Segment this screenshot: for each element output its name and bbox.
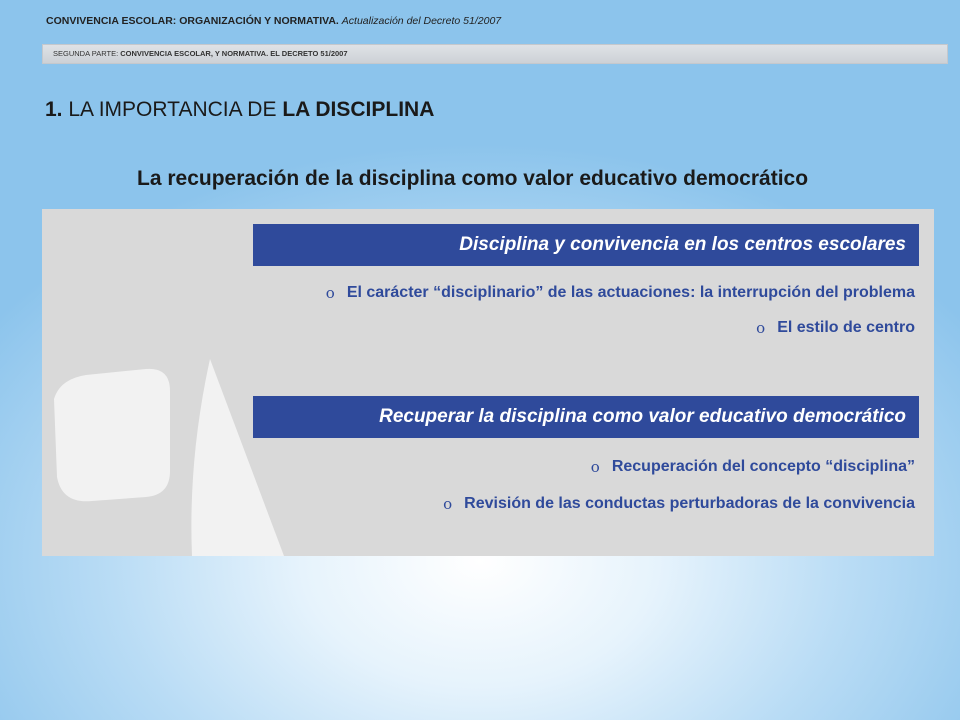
section-heading bbox=[45, 98, 434, 122]
bullet-circle-icon: o bbox=[590, 458, 600, 476]
bullet-circle-icon: o bbox=[443, 495, 453, 513]
section-bar bbox=[42, 44, 948, 64]
bullet-text: Revisión de las conductas perturbadoras de la convivencia bbox=[464, 495, 915, 512]
bullet-text: El estilo de centro bbox=[777, 319, 915, 336]
bullet-item bbox=[591, 458, 915, 476]
slide-subtitle: La recuperación de la disciplina como valor educativo democrático bbox=[137, 167, 809, 190]
section-bar-title: CONVIVENCIA ESCOLAR, Y NORMATIVA. EL DECRETO 51/2007 bbox=[120, 49, 348, 58]
section-title-regular: LA IMPORTANCIA DE bbox=[68, 98, 277, 121]
section-number: 1. bbox=[45, 98, 63, 121]
block-heading-discipline-coexistence: Disciplina y convivencia en los centros escolares bbox=[253, 224, 919, 266]
bullet-circle-icon: o bbox=[756, 319, 766, 337]
section-title-bold: LA DISCIPLINA bbox=[282, 98, 435, 121]
bullet-item bbox=[443, 495, 915, 513]
bullet-circle-icon: o bbox=[325, 284, 335, 302]
bullet-text: Recuperación del concepto “disciplina” bbox=[611, 458, 915, 475]
header-title: CONVIVENCIA ESCOLAR: ORGANIZACIÓN Y NORMATIVA. bbox=[46, 15, 339, 27]
header-subtitle: Actualización del Decreto 51/2007 bbox=[341, 15, 502, 27]
block-heading-recover-discipline: Recuperar la disciplina como valor educativo democrático bbox=[253, 396, 919, 438]
document-header bbox=[46, 15, 501, 27]
bullet-item bbox=[326, 284, 915, 302]
bullet-text: El carácter “disciplinario” de las actuaciones: la interrupción del problema bbox=[346, 284, 915, 301]
section-bar-prefix: SEGUNDA PARTE: bbox=[53, 49, 119, 58]
content-panel bbox=[42, 209, 934, 556]
bullet-item bbox=[756, 319, 915, 337]
